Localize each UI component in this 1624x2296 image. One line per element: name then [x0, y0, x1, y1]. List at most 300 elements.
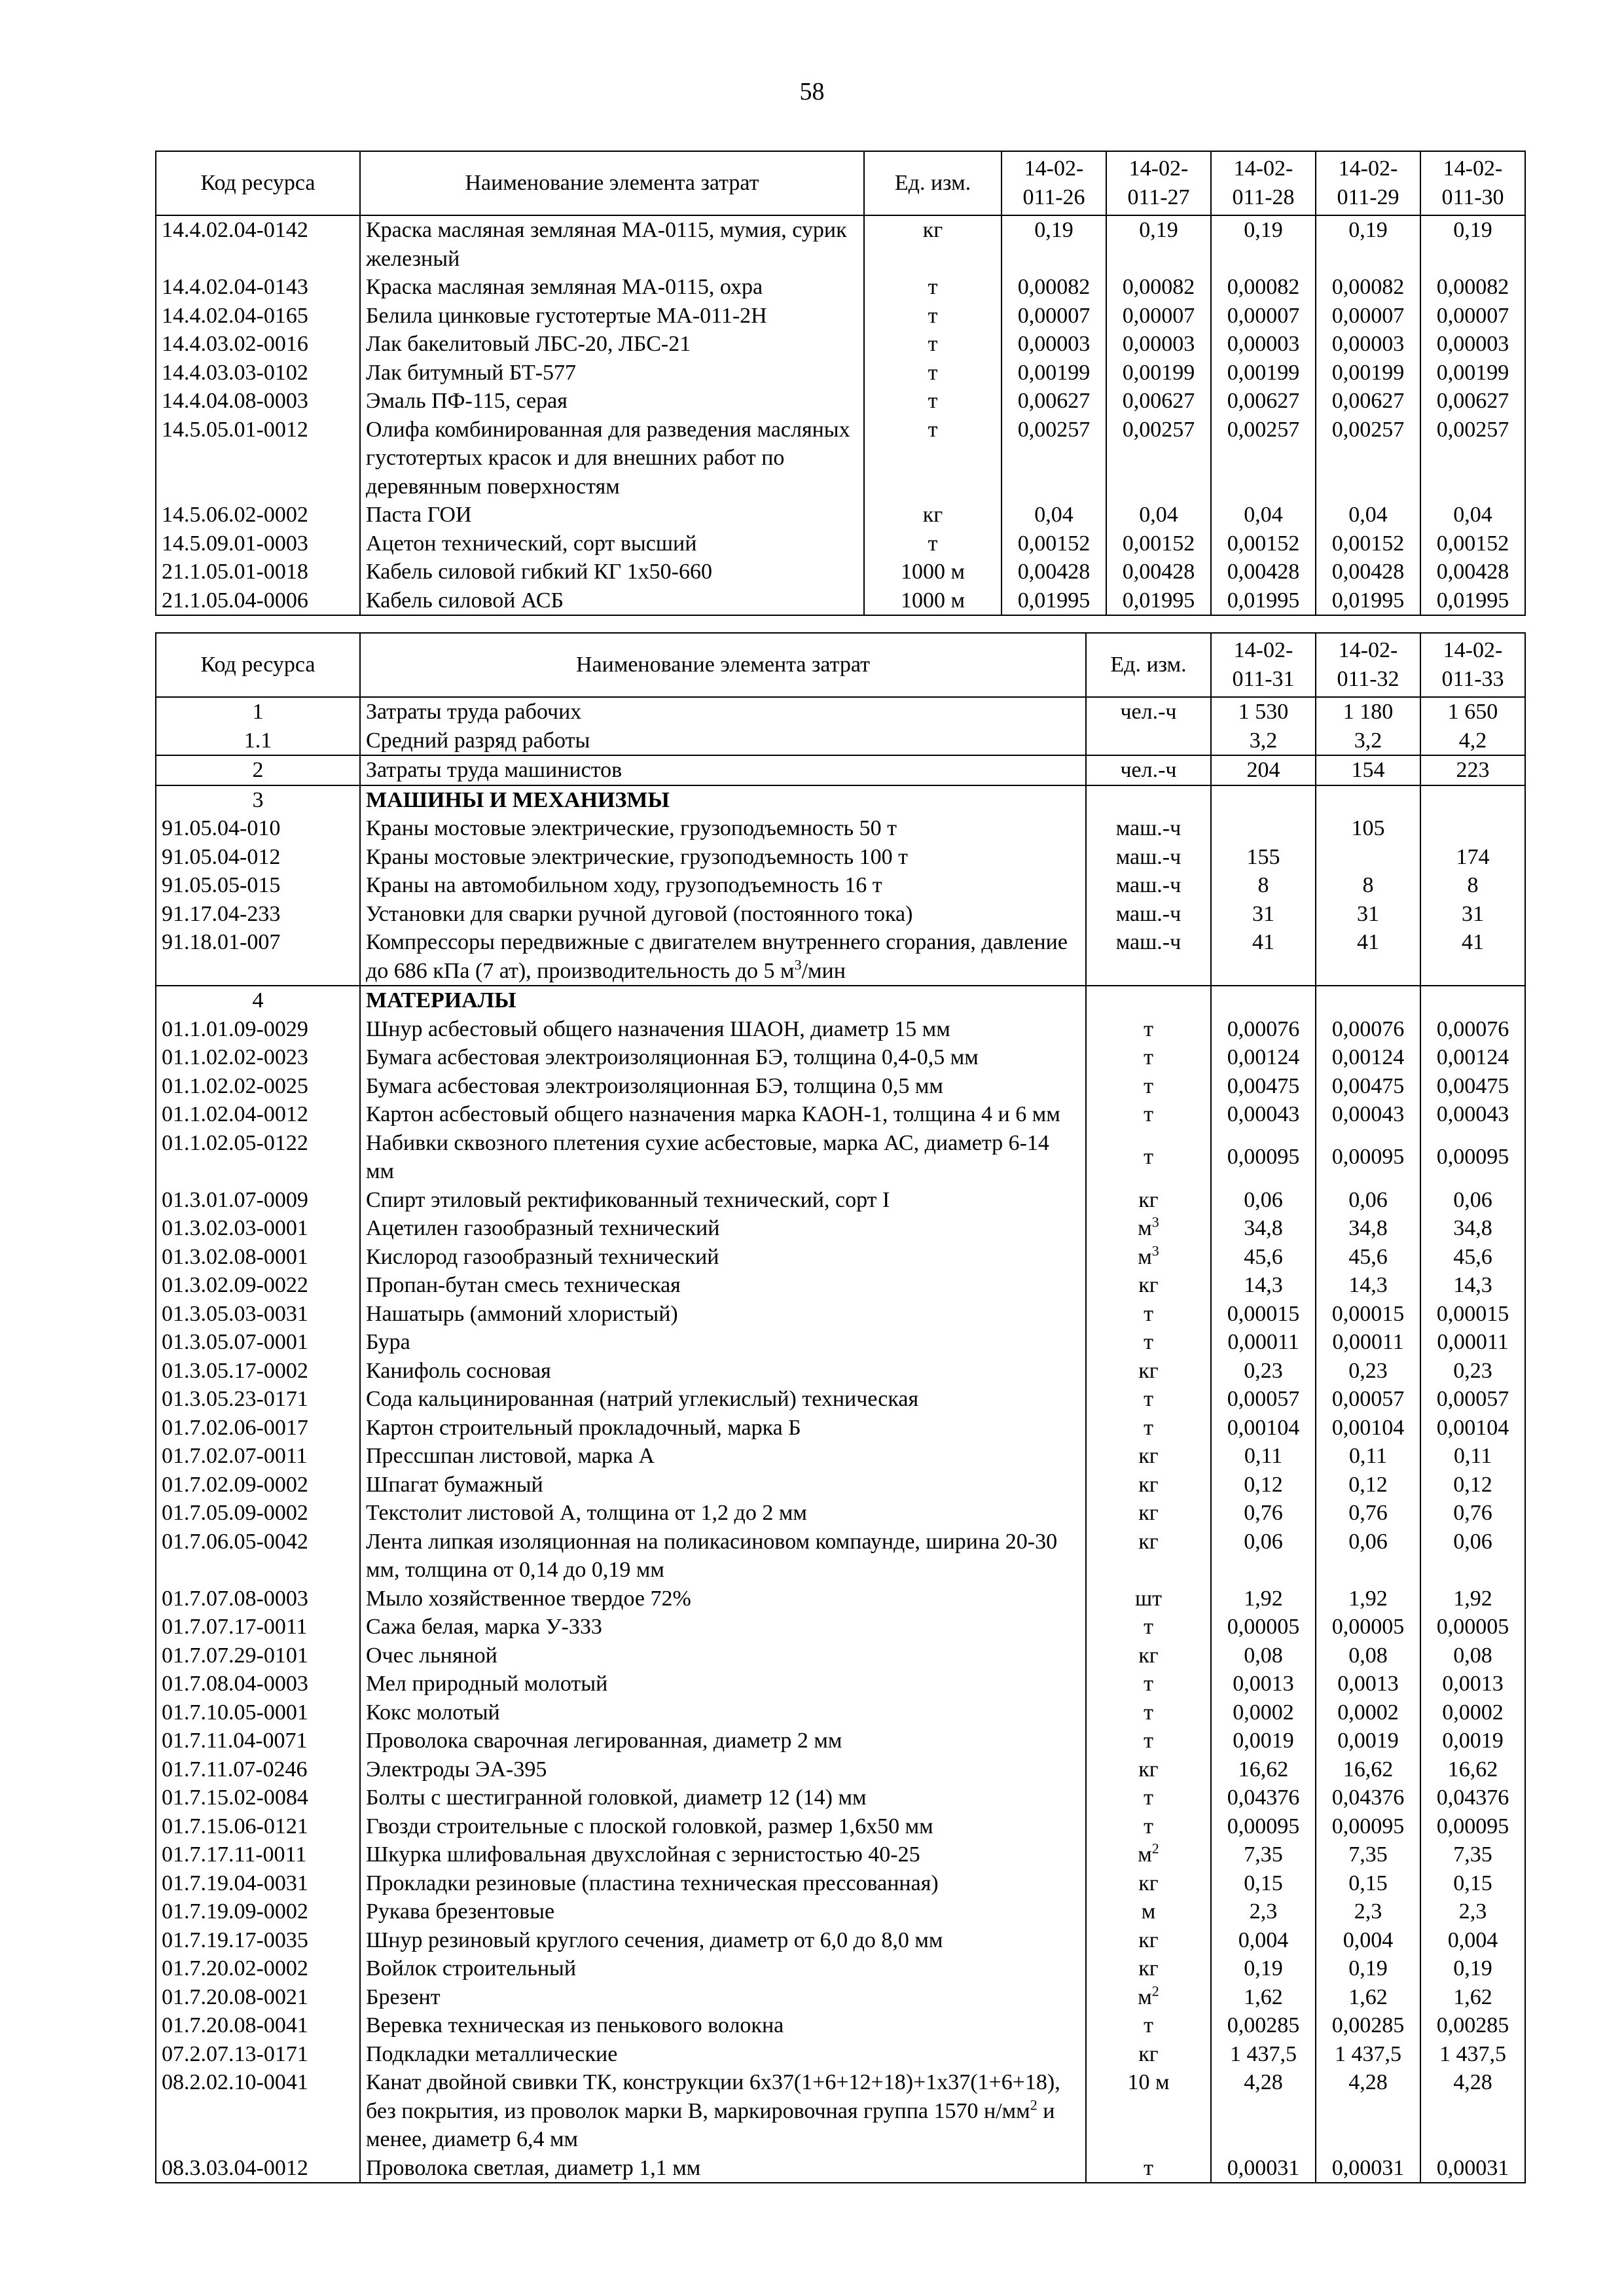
norm-value: 34,8 [1420, 1214, 1525, 1243]
resource-code: 1 [156, 697, 360, 726]
table-row [156, 416, 1525, 501]
cost-element-name: Войлок строительный [360, 1954, 1086, 1983]
norm-value: 0,00043 [1420, 1100, 1525, 1129]
header-cell: Наименование элемента затрат [360, 633, 1086, 697]
resource-code: 01.3.02.03-0001 [156, 1214, 360, 1243]
norm-value: 4,28 [1316, 2068, 1420, 2154]
norm-value: 0,004 [1316, 1926, 1420, 1955]
norm-value: 0,00005 [1420, 1613, 1525, 1641]
resource-code: 01.7.19.09-0002 [156, 1897, 360, 1926]
unit-of-measure: т [864, 302, 1001, 331]
norm-value: 0,00199 [1001, 359, 1106, 387]
unit-of-measure: т [1086, 1328, 1211, 1357]
resource-code: 01.7.07.29-0101 [156, 1641, 360, 1670]
resource-code: 91.05.05-015 [156, 871, 360, 900]
unit-of-measure: т [1086, 2011, 1211, 2040]
cost-element-name: Мыло хозяйственное твердое 72% [360, 1585, 1086, 1613]
table-row [156, 501, 1525, 529]
norm-value: 0,00285 [1316, 2011, 1420, 2040]
table-row [156, 755, 1525, 785]
cost-element-name: Установки для сварки ручной дуговой (постоянного тока) [360, 900, 1086, 929]
norm-value: 0,0019 [1211, 1727, 1316, 1755]
resource-code: 14.5.09.01-0003 [156, 529, 360, 558]
unit-of-measure: т [864, 359, 1001, 387]
superscript: 2 [1151, 1982, 1159, 2000]
cost-element-name: Ацетон технический, сорт высший [360, 529, 864, 558]
norm-value: 0,04 [1106, 501, 1211, 529]
norm-value: 2,3 [1211, 1897, 1316, 1926]
unit-of-measure: т [1086, 1129, 1211, 1186]
norm-value: 0,00428 [1316, 558, 1420, 586]
cost-element-name: Краны мостовые электрические, грузоподъемность 100 т [360, 843, 1086, 872]
norm-value: 7,35 [1211, 1840, 1316, 1869]
resource-code: 14.4.03.03-0102 [156, 359, 360, 387]
norm-value: 0,19 [1001, 215, 1106, 273]
resource-code: 01.1.02.04-0012 [156, 1100, 360, 1129]
header-cell: 14-02- 011-33 [1420, 633, 1525, 697]
norm-value: 0,0013 [1316, 1670, 1420, 1698]
norm-value: 0,00627 [1001, 387, 1106, 416]
norm-value: 0,00199 [1420, 359, 1525, 387]
unit-of-measure: т [1086, 1043, 1211, 1072]
cost-element-name: Средний разряд работы [360, 726, 1086, 756]
norm-value: 3,2 [1316, 726, 1420, 756]
header-cell: 14-02- 011-32 [1316, 633, 1420, 697]
resource-code: 01.7.19.17-0035 [156, 1926, 360, 1955]
norm-value [1420, 986, 1525, 1015]
resource-code: 14.4.02.04-0143 [156, 273, 360, 302]
resource-code: 01.7.15.02-0084 [156, 1784, 360, 1812]
norm-value: 16,62 [1211, 1755, 1316, 1784]
cost-element-name: Картон асбестовый общего назначения марка КАОН-1, толщина 4 и 6 мм [360, 1100, 1086, 1129]
page-number: 58 [799, 78, 825, 105]
norm-value: 14,3 [1420, 1271, 1525, 1300]
norm-value: 0,19 [1106, 215, 1211, 273]
norm-value: 1 650 [1420, 697, 1525, 726]
norm-value: 0,01995 [1211, 586, 1316, 616]
table-row [156, 1300, 1525, 1329]
norm-value: 8 [1420, 871, 1525, 900]
norm-value: 0,00257 [1211, 416, 1316, 501]
resource-code: 01.7.20.08-0021 [156, 1983, 360, 2012]
unit-of-measure: т [1086, 1698, 1211, 1727]
norm-value: 8 [1211, 871, 1316, 900]
table-row [156, 1385, 1525, 1414]
superscript: 2 [1030, 2096, 1038, 2113]
norm-value: 0,00003 [1211, 330, 1316, 359]
resource-code: 01.7.06.05-0042 [156, 1528, 360, 1585]
resource-table-1 [155, 151, 1526, 616]
unit-of-measure: маш.-ч [1086, 814, 1211, 843]
norm-value: 0,06 [1211, 1186, 1316, 1215]
table-row [156, 1528, 1525, 1585]
table-row [156, 1243, 1525, 1272]
norm-value [1420, 814, 1525, 843]
resource-code: 01.3.05.17-0002 [156, 1357, 360, 1386]
unit-of-measure: $м^2$ [1086, 1840, 1211, 1869]
unit-of-measure: кг [1086, 1954, 1211, 1983]
norm-value: 0,19 [1211, 1954, 1316, 1983]
norm-value [1316, 843, 1420, 872]
norm-value: 0,00005 [1316, 1613, 1420, 1641]
resource-code: 07.2.07.13-0171 [156, 2040, 360, 2069]
resource-code: 01.3.05.23-0171 [156, 1385, 360, 1414]
norm-value: 0,00057 [1420, 1385, 1525, 1414]
cost-element-name: Кокс молотый [360, 1698, 1086, 1727]
table-row [156, 1357, 1525, 1386]
norm-value: 0,00475 [1211, 1072, 1316, 1101]
unit-of-measure: кг [1086, 1271, 1211, 1300]
norm-value: 0,00007 [1106, 302, 1211, 331]
table-row [156, 1442, 1525, 1471]
norm-value: 4,2 [1420, 726, 1525, 756]
resource-code: 08.2.02.10-0041 [156, 2068, 360, 2154]
unit-of-measure [1086, 785, 1211, 815]
cost-element-name: Кабель силовой гибкий КГ 1х50-660 [360, 558, 864, 586]
norm-value: 0,12 [1316, 1471, 1420, 1499]
resource-code: 01.1.02.05-0122 [156, 1129, 360, 1186]
norm-value: 0,00095 [1211, 1129, 1316, 1186]
resource-code: 91.05.04-010 [156, 814, 360, 843]
norm-value: 14,3 [1211, 1271, 1316, 1300]
norm-value: 0,00257 [1420, 416, 1525, 501]
superscript: 3 [794, 956, 802, 973]
header-cell: 14-02- 011-28 [1211, 151, 1316, 215]
unit-of-measure: кг [1086, 1357, 1211, 1386]
cost-element-name: Электроды ЭА-395 [360, 1755, 1086, 1784]
resource-code: 01.7.02.09-0002 [156, 1471, 360, 1499]
unit-of-measure: кг [864, 501, 1001, 529]
norm-value: 0,19 [1316, 215, 1420, 273]
resource-code: 01.7.20.02-0002 [156, 1954, 360, 1983]
table-row [156, 986, 1525, 1015]
norm-value: 0,00285 [1211, 2011, 1316, 2040]
cost-element-name: Эмаль ПФ-115, серая [360, 387, 864, 416]
cost-element-name: Набивки сквозного плетения сухие асбестовые, марка АС, диаметр 6-14 мм [360, 1129, 1086, 1186]
norm-value: 0,00003 [1316, 330, 1420, 359]
norm-value: 4,28 [1420, 2068, 1525, 2154]
resource-code: 01.7.15.06-0121 [156, 1812, 360, 1841]
resource-code: 01.7.19.04-0031 [156, 1869, 360, 1898]
cost-element-name: Шнур асбестовый общего назначения ШАОН, диаметр 15 мм [360, 1015, 1086, 1044]
cost-element-name: Болты с шестигранной головкой, диаметр 12 (14) мм [360, 1784, 1086, 1812]
norm-value: 0,00152 [1316, 529, 1420, 558]
resource-code: 14.4.02.04-0165 [156, 302, 360, 331]
norm-value: 0,04 [1211, 501, 1316, 529]
resource-table-2 [155, 632, 1526, 2183]
norm-value: 3,2 [1211, 726, 1316, 756]
cost-element-name: Бумага асбестовая электроизоляционная БЭ, толщина 0,5 мм [360, 1072, 1086, 1101]
cost-element-name: Мел природный молотый [360, 1670, 1086, 1698]
table-row [156, 726, 1525, 756]
norm-value: 0,08 [1211, 1641, 1316, 1670]
norm-value: 41 [1420, 928, 1525, 986]
norm-value: 105 [1316, 814, 1420, 843]
norm-value: 0,00475 [1316, 1072, 1420, 1101]
unit-of-measure: т [1086, 1613, 1211, 1641]
norm-value: 0,00031 [1316, 2154, 1420, 2183]
norm-value: 0,19 [1420, 1954, 1525, 1983]
table-row [156, 1214, 1525, 1243]
cost-element-name: Бура [360, 1328, 1086, 1357]
norm-value: 0,00199 [1316, 359, 1420, 387]
norm-value: 7,35 [1316, 1840, 1420, 1869]
norm-value: 0,19 [1420, 215, 1525, 273]
resource-code: 21.1.05.01-0018 [156, 558, 360, 586]
unit-of-measure: т [1086, 1414, 1211, 1443]
cost-element-name: Ацетилен газообразный технический [360, 1214, 1086, 1243]
table-row [156, 529, 1525, 558]
table-row [156, 1186, 1525, 1215]
unit-of-measure: кг [1086, 1471, 1211, 1499]
norm-value: 1,92 [1211, 1585, 1316, 1613]
unit-of-measure: кг [1086, 1869, 1211, 1898]
table-row [156, 2068, 1525, 2154]
resource-code: 01.1.02.02-0025 [156, 1072, 360, 1101]
header-cell: 14-02- 011-27 [1106, 151, 1211, 215]
unit-of-measure: т [1086, 1670, 1211, 1698]
norm-value: 45,6 [1316, 1243, 1420, 1272]
norm-value: 0,00199 [1211, 359, 1316, 387]
norm-value: 31 [1211, 900, 1316, 929]
table-row [156, 2154, 1525, 2183]
cost-element-name: Спирт этиловый ректификованный технический, сорт I [360, 1186, 1086, 1215]
table-row [156, 387, 1525, 416]
cost-element-name: Шпагат бумажный [360, 1471, 1086, 1499]
unit-of-measure [1086, 726, 1211, 756]
cost-element-name: Белила цинковые густотертые МА-011-2Н [360, 302, 864, 331]
resource-code: 01.7.08.04-0003 [156, 1670, 360, 1698]
table-row [156, 900, 1525, 929]
norm-value: 0,00257 [1001, 416, 1106, 501]
resource-code: 01.7.02.06-0017 [156, 1414, 360, 1443]
cost-element-name: Рукава брезентовые [360, 1897, 1086, 1926]
norm-value: 0,00076 [1211, 1015, 1316, 1044]
norm-value: 0,0013 [1211, 1670, 1316, 1698]
norm-value: 34,8 [1316, 1214, 1420, 1243]
cost-element-name: Кислород газообразный технический [360, 1243, 1086, 1272]
header-cell: Наименование элемента затрат [360, 151, 864, 215]
table-row [156, 871, 1525, 900]
norm-value: 0,01995 [1316, 586, 1420, 616]
cost-element-name: Веревка техническая из пенькового волокна [360, 2011, 1086, 2040]
norm-value: 0,00007 [1420, 302, 1525, 331]
norm-value: 0,06 [1316, 1186, 1420, 1215]
cost-element-name: Прессшпан листовой, марка А [360, 1442, 1086, 1471]
unit-of-measure: кг [1086, 1926, 1211, 1955]
resource-code: 01.3.02.09-0022 [156, 1271, 360, 1300]
unit-of-measure: $м^2$ [1086, 1983, 1211, 2012]
norm-value: 34,8 [1211, 1214, 1316, 1243]
unit-of-measure: кг [1086, 1528, 1211, 1585]
norm-value: 0,00428 [1211, 558, 1316, 586]
superscript: 3 [1151, 1213, 1159, 1230]
resource-code: 01.3.05.03-0031 [156, 1300, 360, 1329]
table-row [156, 1471, 1525, 1499]
norm-value: 0,00076 [1420, 1015, 1525, 1044]
table-row [156, 697, 1525, 726]
cost-element-name: Проволока светлая, диаметр 1,1 мм [360, 2154, 1086, 2183]
unit-of-measure: кг [864, 215, 1001, 273]
unit-of-measure: т [864, 529, 1001, 558]
norm-value: 0,11 [1316, 1442, 1420, 1471]
cost-element-name: Лак бакелитовый ЛБС-20, ЛБС-21 [360, 330, 864, 359]
norm-value: 1 180 [1316, 697, 1420, 726]
norm-value: 0,0019 [1316, 1727, 1420, 1755]
norm-value: 0,06 [1316, 1528, 1420, 1585]
unit-of-measure: кг [1086, 2040, 1211, 2069]
norm-value: 0,0013 [1420, 1670, 1525, 1698]
norm-value: 0,00285 [1420, 2011, 1525, 2040]
norm-value: 31 [1420, 900, 1525, 929]
table-row [156, 359, 1525, 387]
norm-value: 0,12 [1211, 1471, 1316, 1499]
cost-element-name: Гвозди строительные с плоской головкой, размер 1,6х50 мм [360, 1812, 1086, 1841]
norm-value: 1,62 [1316, 1983, 1420, 2012]
header-cell: Ед. изм. [864, 151, 1001, 215]
norm-value: 204 [1211, 755, 1316, 785]
unit-of-measure: т [864, 273, 1001, 302]
table-row [156, 1414, 1525, 1443]
norm-value: 0,00057 [1211, 1385, 1316, 1414]
resource-code: 1.1 [156, 726, 360, 756]
table-row [156, 1499, 1525, 1528]
table-row [156, 814, 1525, 843]
table-row [156, 1784, 1525, 1812]
resource-code: 01.7.07.17-0011 [156, 1613, 360, 1641]
norm-value: 0,00104 [1420, 1414, 1525, 1443]
norm-value: 0,00257 [1316, 416, 1420, 501]
unit-of-measure: т [1086, 1784, 1211, 1812]
norm-value: 0,00124 [1420, 1043, 1525, 1072]
table-row [156, 1328, 1525, 1357]
cost-element-name: Краска масляная земляная МА-0115, охра [360, 273, 864, 302]
table-row [156, 1812, 1525, 1841]
norm-value: 0,00003 [1106, 330, 1211, 359]
norm-value: 223 [1420, 755, 1525, 785]
norm-value: 0,00152 [1106, 529, 1211, 558]
norm-value: 0,00031 [1420, 2154, 1525, 2183]
norm-value: 0,15 [1211, 1869, 1316, 1898]
unit-of-measure: 1000 м [864, 586, 1001, 616]
unit-of-measure: маш.-ч [1086, 871, 1211, 900]
norm-value: 0,19 [1316, 1954, 1420, 1983]
norm-value [1316, 986, 1420, 1015]
norm-value: 0,00076 [1316, 1015, 1420, 1044]
cost-element-name: Подкладки металлические [360, 2040, 1086, 2069]
norm-value: 1,92 [1420, 1585, 1525, 1613]
cost-element-name: Затраты труда машинистов [360, 755, 1086, 785]
cost-element-name: Канифоль сосновая [360, 1357, 1086, 1386]
table-row [156, 1983, 1525, 2012]
norm-value: 0,15 [1420, 1869, 1525, 1898]
header-cell: Код ресурса [156, 151, 360, 215]
norm-value: 0,04 [1316, 501, 1420, 529]
norm-value: 1,62 [1211, 1983, 1316, 2012]
table-row [156, 215, 1525, 273]
resource-code: 14.4.02.04-0142 [156, 215, 360, 273]
norm-value: 0,01995 [1001, 586, 1106, 616]
norm-value: 0,00043 [1316, 1100, 1420, 1129]
table-row [156, 928, 1525, 986]
norm-value: 0,00015 [1211, 1300, 1316, 1329]
norm-value: 0,00082 [1420, 273, 1525, 302]
norm-value: 0,06 [1420, 1186, 1525, 1215]
norm-value: 0,0002 [1316, 1698, 1420, 1727]
unit-of-measure: т [1086, 1727, 1211, 1755]
header-cell: Ед. изм. [1086, 633, 1211, 697]
norm-value: 0,00057 [1316, 1385, 1420, 1414]
resource-code: 01.7.10.05-0001 [156, 1698, 360, 1727]
resource-code: 01.1.01.09-0029 [156, 1015, 360, 1044]
table-row [156, 302, 1525, 331]
norm-value: 0,04376 [1211, 1784, 1316, 1812]
table-row [156, 1670, 1525, 1698]
table-row [156, 1271, 1525, 1300]
norm-value: 4,28 [1211, 2068, 1316, 2154]
norm-value [1211, 814, 1316, 843]
norm-value: 0,004 [1420, 1926, 1525, 1955]
superscript: 2 [1151, 1840, 1159, 1857]
resource-code: 01.7.02.07-0011 [156, 1442, 360, 1471]
header-cell: 14-02- 011-29 [1316, 151, 1420, 215]
norm-value: 16,62 [1420, 1755, 1525, 1784]
cost-element-name: Картон строительный прокладочный, марка Б [360, 1414, 1086, 1443]
unit-of-measure: маш.-ч [1086, 928, 1211, 986]
cost-element-name: Лак битумный БТ-577 [360, 359, 864, 387]
norm-value: 16,62 [1316, 1755, 1420, 1784]
resource-code: 01.3.01.07-0009 [156, 1186, 360, 1215]
resource-code: 01.3.05.07-0001 [156, 1328, 360, 1357]
cost-element-name: МАШИНЫ И МЕХАНИЗМЫ [360, 785, 1086, 815]
unit-of-measure: 10 м [1086, 2068, 1211, 2154]
norm-value: 0,00011 [1420, 1328, 1525, 1357]
cost-element-name: Краска масляная земляная МА-0115, мумия, сурик железный [360, 215, 864, 273]
norm-value: 0,00082 [1106, 273, 1211, 302]
norm-value: 0,01995 [1420, 586, 1525, 616]
norm-value: 0,76 [1316, 1499, 1420, 1528]
norm-value: 0,00257 [1106, 416, 1211, 501]
table-row [156, 273, 1525, 302]
norm-value: 0,06 [1420, 1528, 1525, 1585]
unit-of-measure: т [1086, 1072, 1211, 1101]
norm-value: 0,00627 [1211, 387, 1316, 416]
cost-element-name: Канат двойной свивки ТК, конструкции 6х37(1+6+12+18)+1х37(1+6+18), без покрытия, из проволок марки В, маркировочная группа 1570 $н/мм^2$ и менее, диаметр 6,4 мм [360, 2068, 1086, 2154]
norm-value: 0,00015 [1316, 1300, 1420, 1329]
unit-of-measure: т [864, 330, 1001, 359]
table-row [156, 330, 1525, 359]
norm-value: 7,35 [1420, 1840, 1525, 1869]
norm-value: 0,00043 [1211, 1100, 1316, 1129]
resource-code: 01.7.07.08-0003 [156, 1585, 360, 1613]
norm-value: 0,00095 [1420, 1812, 1525, 1841]
cost-element-name: Затраты труда рабочих [360, 697, 1086, 726]
unit-of-measure [1086, 986, 1211, 1015]
unit-of-measure: т [864, 416, 1001, 501]
table-row [156, 1926, 1525, 1955]
norm-value: 0,00152 [1211, 529, 1316, 558]
norm-value: 0,0002 [1420, 1698, 1525, 1727]
table-row [156, 1015, 1525, 1044]
table-row [156, 2011, 1525, 2040]
table-row [156, 1869, 1525, 1898]
norm-value: 0,04376 [1420, 1784, 1525, 1812]
cost-element-name: Кабель силовой АСБ [360, 586, 864, 616]
resource-code: 08.3.03.04-0012 [156, 2154, 360, 2183]
table-row [156, 1072, 1525, 1101]
unit-of-measure: шт [1086, 1585, 1211, 1613]
norm-value: 0,004 [1211, 1926, 1316, 1955]
